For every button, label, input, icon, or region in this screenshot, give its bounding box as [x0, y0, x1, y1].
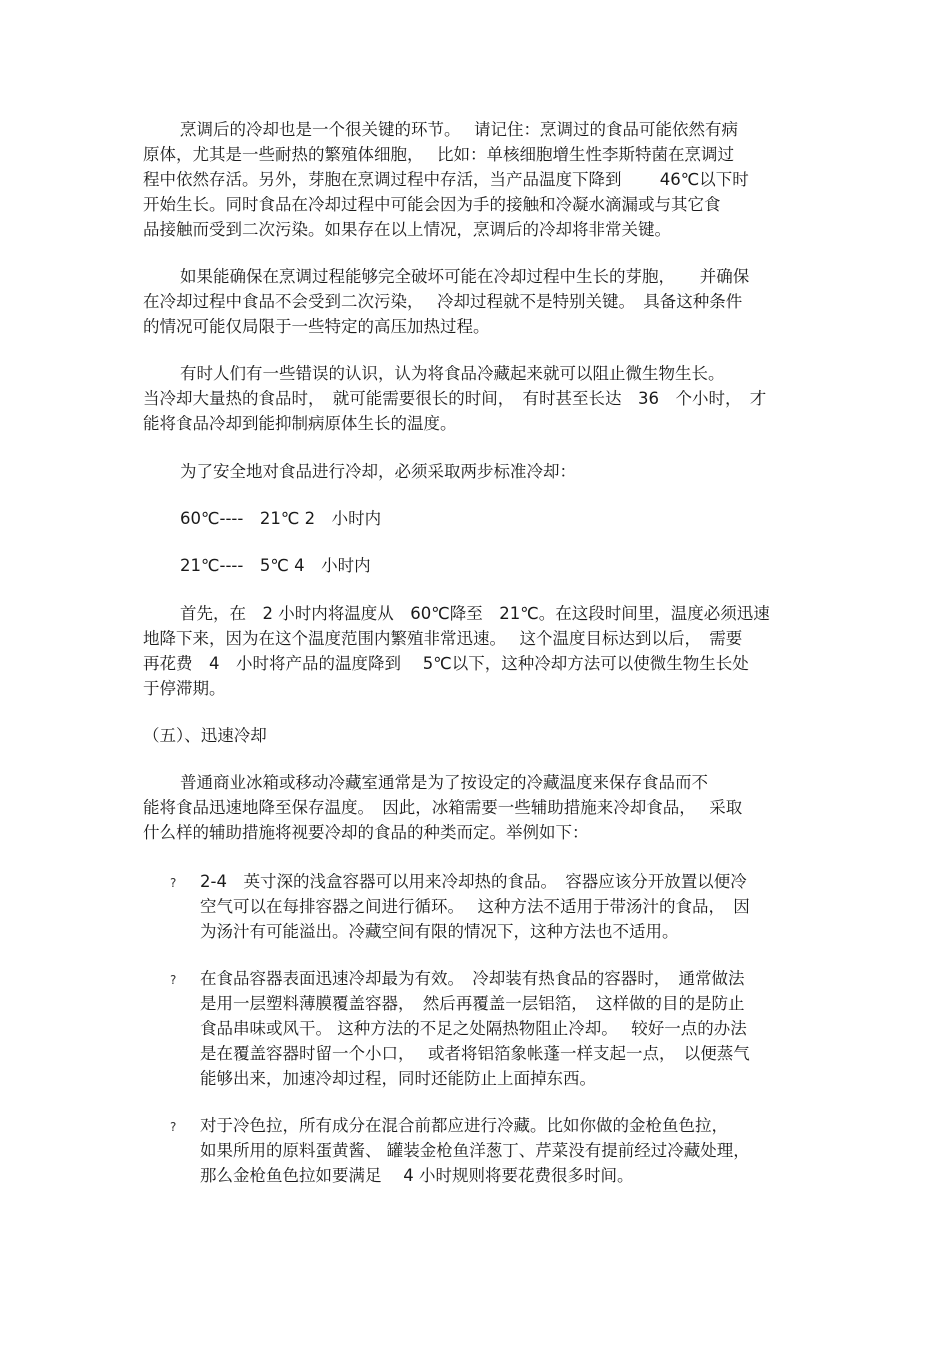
paragraph-3-line-2: 当冷却大量热的食品时， 就可能需要很长的时间， 有时甚至长达 36 个小时， 才	[143, 389, 767, 408]
bullet-1-line-1: 2-4 英寸深的浅盒容器可以用来冷却热的食品。 容器应该分开放置以便冷	[200, 872, 747, 891]
cooling-step-1: 60℃---- 21℃ 2 小时内	[180, 509, 382, 528]
paragraph-2-line-1: 如果能确保在烹调过程能够完全破坏可能在冷却过程中生长的芽胞， 并确保	[180, 267, 750, 286]
paragraph-2-line-2: 在冷却过程中食品不会受到二次污染， 冷却过程就不是特别关键。 具备这种条件	[143, 292, 743, 311]
bullet-3-line-3: 那么金枪鱼色拉如要满足 4 小时规则将要花费很多时间。	[200, 1166, 634, 1185]
bullet-marker: ?	[170, 973, 177, 987]
paragraph-7-line-4: 于停滞期。	[143, 679, 226, 698]
bullet-marker: ?	[170, 876, 177, 890]
section-heading: （五）、迅速冷却	[143, 726, 267, 745]
paragraph-1-line-3: 程中依然存活。另外，芽胞在烹调过程中存活，当产品温度下降到 46℃以下时	[143, 170, 749, 189]
paragraph-9-line-1: 普通商业冰箱或移动冷藏室通常是为了按设定的冷藏温度来保存食品而不	[180, 773, 708, 792]
paragraph-1-line-2: 原体，尤其是一些耐热的繁殖体细胞， 比如：单核细胞增生性李斯特菌在烹调过	[143, 145, 734, 164]
bullet-1-line-2: 空气可以在每排容器之间进行循环。 这种方法不适用于带汤汁的食品， 因	[200, 897, 750, 916]
paragraph-3-line-1: 有时人们有一些错误的认识，认为将食品冷藏起来就可以阻止微生物生长。	[180, 364, 725, 383]
paragraph-7-line-2: 地降下来，因为在这个温度范围内繁殖非常迅速。 这个温度目标达到以后， 需要	[143, 629, 743, 648]
bullet-1-line-3: 为汤汁有可能溢出。冷藏空间有限的情况下，这种方法也不适用。	[200, 922, 679, 941]
paragraph-7-line-1: 首先，在 2 小时内将温度从 60℃降至 21℃。在这段时间里，温度必须迅速	[180, 604, 770, 623]
bullet-marker: ?	[170, 1120, 177, 1134]
cooling-step-2: 21℃---- 5℃ 4 小时内	[180, 556, 371, 575]
bullet-2-line-5: 能够出来，加速冷却过程，同时还能防止上面掉东西。	[200, 1069, 596, 1088]
bullet-3-line-1: 对于冷色拉，所有成分在混合前都应进行冷藏。比如你做的金枪鱼色拉，	[200, 1116, 728, 1135]
paragraph-1-line-5: 品接触而受到二次污染。如果存在以上情况，烹调后的冷却将非常关键。	[143, 220, 671, 239]
paragraph-9-line-3: 什么样的辅助措施将视要冷却的食品的种类而定。举例如下：	[143, 823, 589, 842]
paragraph-3-line-3: 能将食品冷却到能抑制病原体生长的温度。	[143, 414, 457, 433]
bullet-3-line-2: 如果所用的原料蛋黄酱、 罐装金枪鱼洋葱丁、芹菜没有提前经过冷藏处理，	[200, 1141, 750, 1160]
bullet-2-line-4: 是在覆盖容器时留一个小口， 或者将铝箔象帐蓬一样支起一点， 以便蒸气	[200, 1044, 750, 1063]
paragraph-9-line-2: 能将食品迅速地降至保存温度。 因此，冰箱需要一些辅助措施来冷却食品， 采取	[143, 798, 743, 817]
paragraph-7-line-3: 再花费 4 小时将产品的温度降到 5℃以下，这种冷却方法可以使微生物生长处	[143, 654, 749, 673]
bullet-2-line-1: 在食品容器表面迅速冷却最为有效。 冷却装有热食品的容器时， 通常做法	[200, 969, 745, 988]
bullet-2-line-3: 食品串味或风干。 这种方法的不足之处隔热物阻止冷却。 较好一点的办法	[200, 1019, 747, 1038]
paragraph-1-line-4: 开始生长。同时食品在冷却过程中可能会因为手的接触和冷凝水滴漏或与其它食	[143, 195, 721, 214]
paragraph-4-line-1: 为了安全地对食品进行冷却，必须采取两步标准冷却：	[180, 462, 576, 481]
bullet-2-line-2: 是用一层塑料薄膜覆盖容器， 然后再覆盖一层铝箔， 这样做的目的是防止	[200, 994, 745, 1013]
paragraph-1-line-1: 烹调后的冷却也是一个很关键的环节。 请记住：烹调过的食品可能依然有病	[180, 120, 738, 139]
paragraph-2-line-3: 的情况可能仅局限于一些特定的高压加热过程。	[143, 317, 490, 336]
